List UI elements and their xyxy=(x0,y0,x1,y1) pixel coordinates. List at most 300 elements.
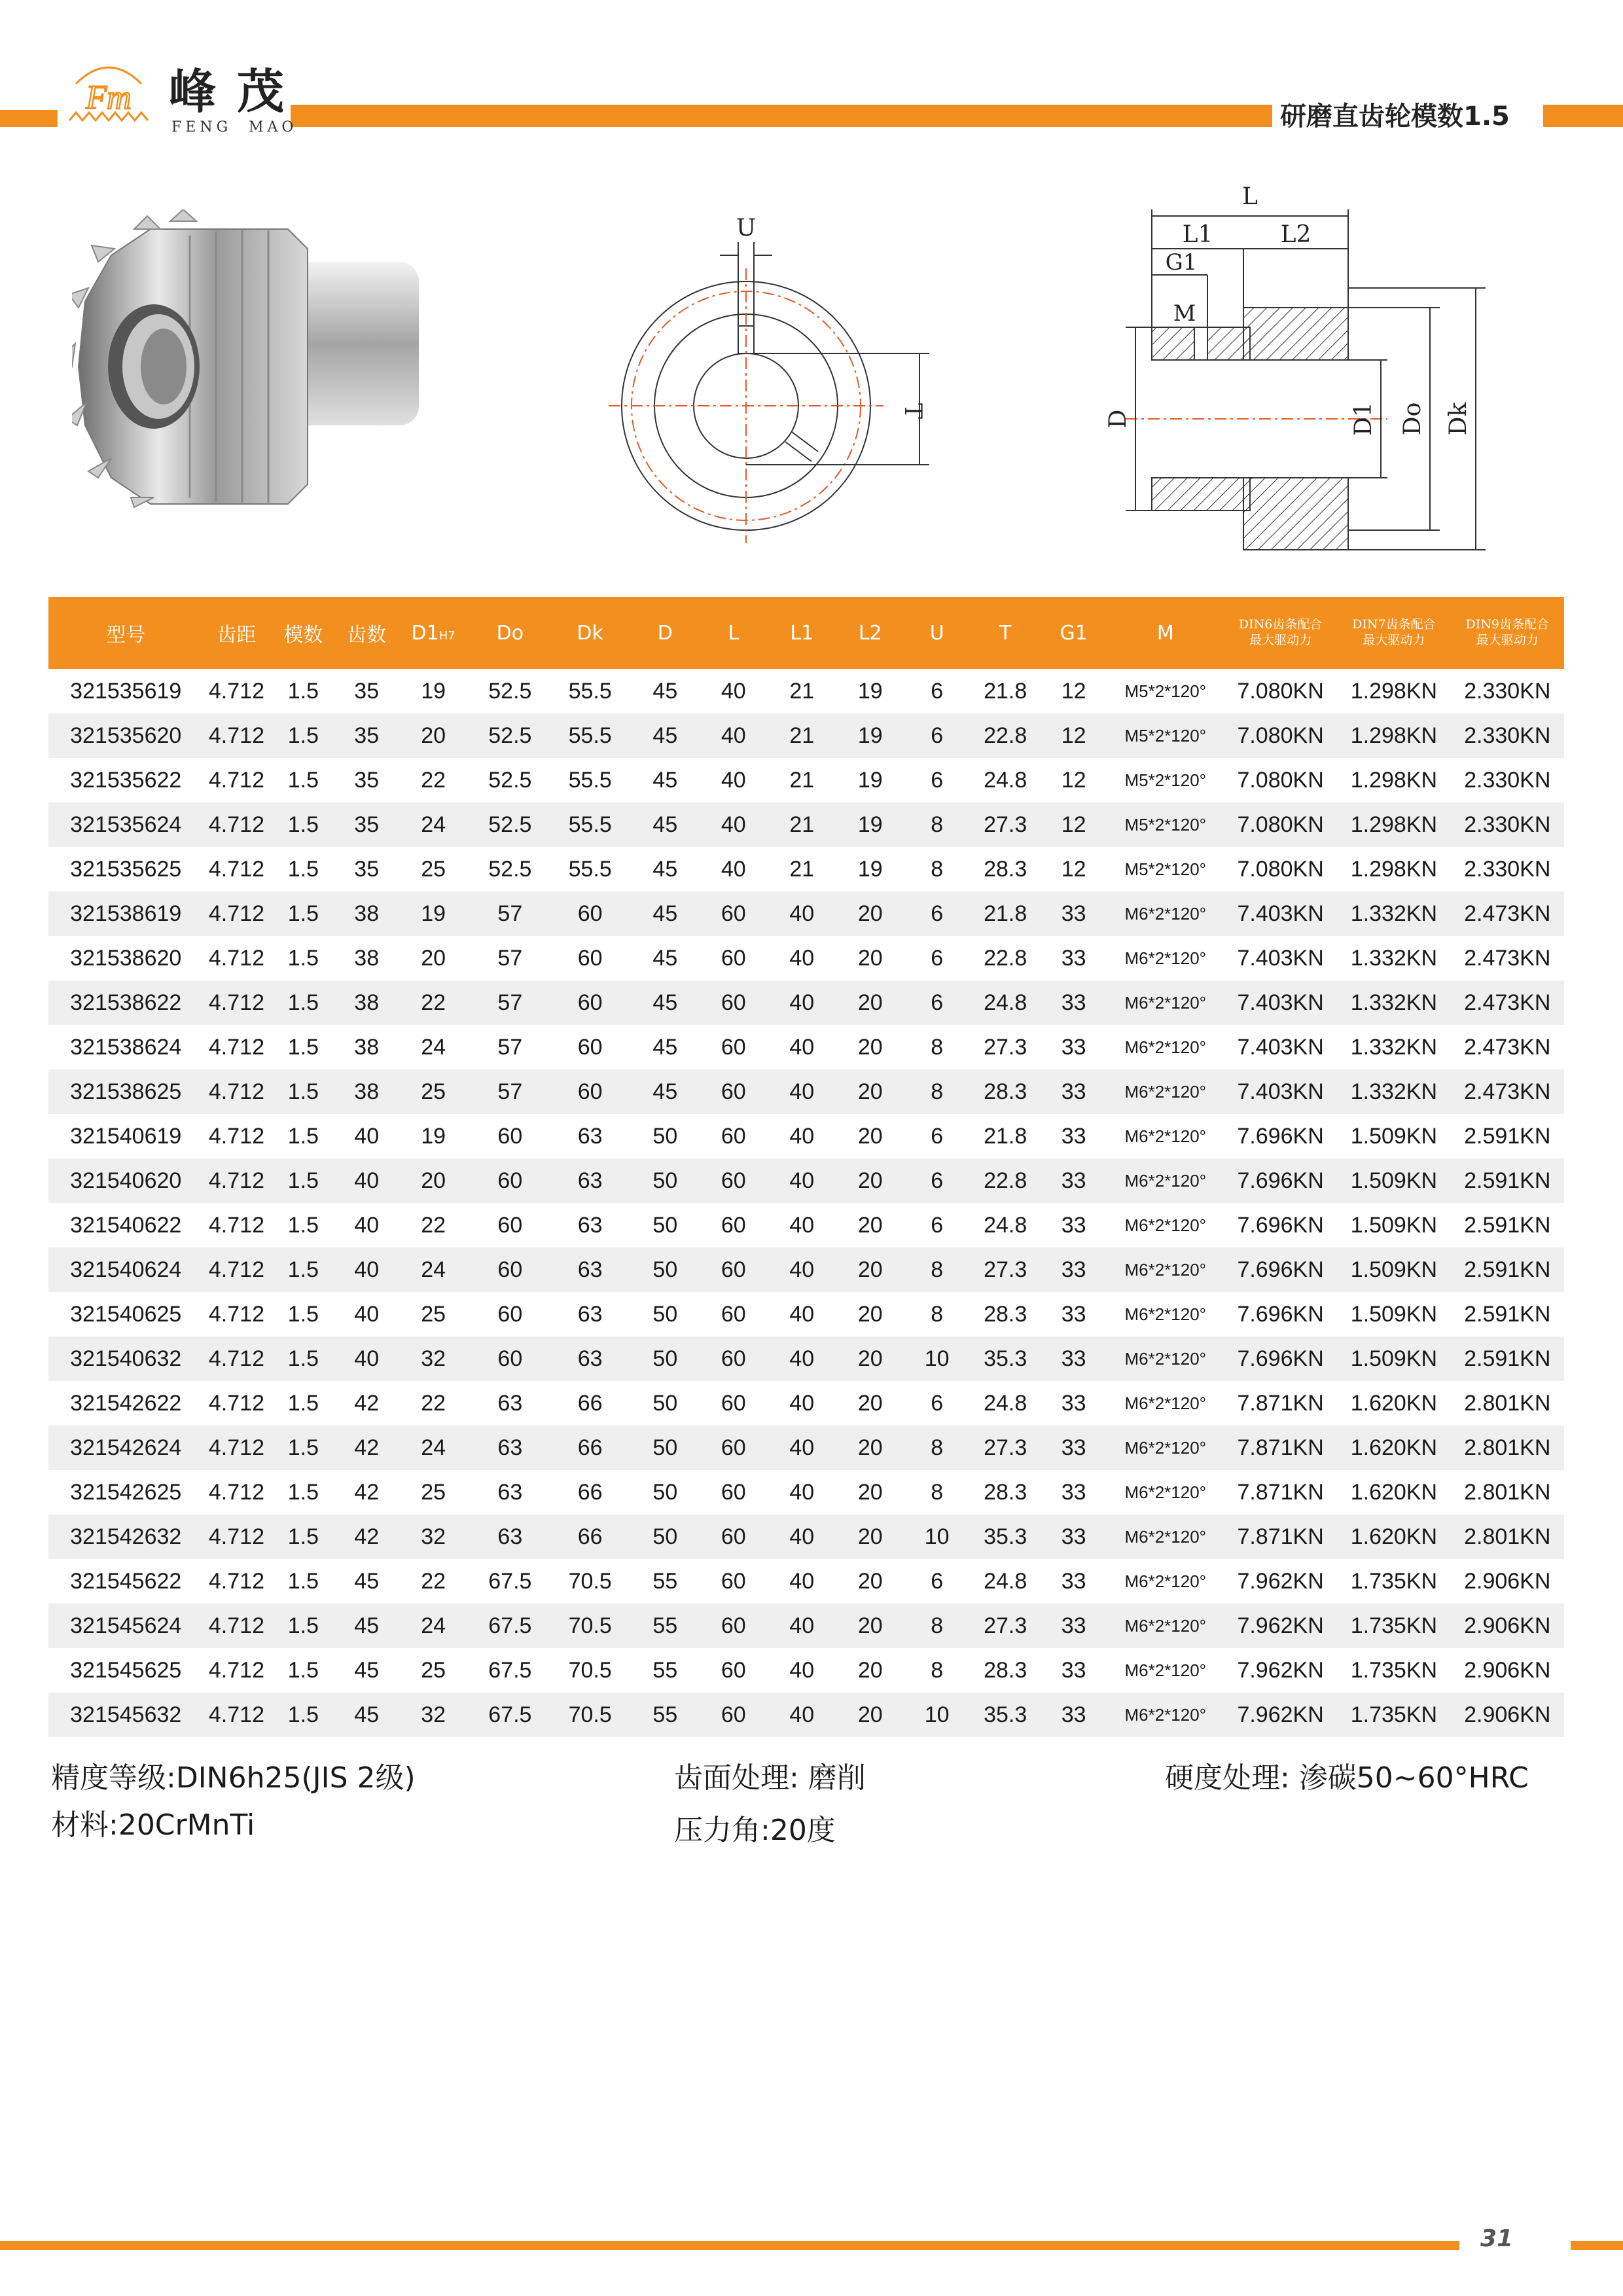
table-cell: 1.5 xyxy=(287,767,319,793)
table-cell: M5*2*120° xyxy=(1124,859,1207,879)
table-cell: 7.080KN xyxy=(1224,802,1337,847)
table-cell: 60 xyxy=(497,1212,523,1238)
col-header-model: 型号 xyxy=(48,597,203,669)
table-cell: 4.712 xyxy=(208,856,264,882)
table-cell: 19 xyxy=(397,891,470,936)
table-cell: 66 xyxy=(577,1390,603,1416)
table-cell: 50 xyxy=(652,1212,678,1238)
col-header-din9 xyxy=(1451,597,1564,669)
col-header-d1-sub: H7 xyxy=(438,628,455,643)
table-cell: 6 xyxy=(931,678,944,704)
table-cell: M6*2*120° xyxy=(1107,1515,1224,1559)
table-cell: 50 xyxy=(630,1158,700,1203)
table-cell: 40 xyxy=(336,1336,397,1381)
table-cell: 1.735KN xyxy=(1337,1604,1450,1648)
table-cell: 2.591KN xyxy=(1464,1123,1551,1149)
table-cell: 28.3 xyxy=(984,1301,1027,1327)
table-cell: 4.712 xyxy=(208,1123,264,1149)
table-cell: 1.5 xyxy=(287,1479,319,1505)
col-header-din6-line1: DIN6齿条配合 xyxy=(1238,617,1323,632)
col-header-u: U xyxy=(904,597,971,669)
table-cell: 1.5 xyxy=(270,1158,336,1203)
table-cell: 19 xyxy=(857,767,883,793)
table-cell: 2.330KN xyxy=(1451,713,1564,758)
table-cell: 24.8 xyxy=(984,767,1027,793)
table-cell: 22.8 xyxy=(984,945,1027,971)
table-cell: 40 xyxy=(767,1604,837,1648)
table-cell: 60 xyxy=(700,1158,767,1203)
table-cell: 67.5 xyxy=(470,1693,550,1737)
dimension-label-dk: Dk xyxy=(1445,402,1472,436)
table-cell: 40 xyxy=(789,1123,815,1149)
table-cell: 20 xyxy=(857,1301,883,1327)
table-cell: M5*2*120° xyxy=(1124,770,1207,790)
table-cell: M6*2*120° xyxy=(1107,1247,1224,1292)
table-cell: 1.5 xyxy=(287,1034,319,1060)
table-cell: 22.8 xyxy=(971,1158,1041,1203)
table-row xyxy=(48,1604,1564,1648)
table-cell: M6*2*120° xyxy=(1107,980,1224,1025)
table-cell: 321535619 xyxy=(70,678,182,704)
col-header-din6 xyxy=(1224,597,1337,669)
table-cell: 1.5 xyxy=(287,1568,319,1594)
table-cell: M6*2*120° xyxy=(1124,1660,1207,1680)
table-row xyxy=(48,1292,1564,1336)
table-cell: 1.5 xyxy=(270,713,336,758)
col-header-t: T xyxy=(971,597,1041,669)
table-cell: 70.5 xyxy=(550,1693,630,1737)
table-cell: 321538619 xyxy=(48,891,203,936)
table-cell: 321540620 xyxy=(48,1158,203,1203)
table-cell: 8 xyxy=(931,1301,944,1327)
table-cell: 4.712 xyxy=(203,802,270,847)
table-cell: 6 xyxy=(931,1123,944,1149)
table-cell: 40 xyxy=(767,1247,837,1292)
table-cell: 60 xyxy=(700,1426,767,1470)
table-cell: 45 xyxy=(336,1604,397,1648)
table-cell: 21 xyxy=(789,767,815,793)
dimension-label-l1: L1 xyxy=(1182,221,1213,248)
table-cell: 40 xyxy=(700,802,767,847)
table-cell: 60 xyxy=(470,1247,550,1292)
col-header-din7 xyxy=(1337,597,1450,669)
table-cell: 8 xyxy=(904,802,971,847)
table-cell: 2.473KN xyxy=(1464,945,1551,971)
table-cell: 40 xyxy=(721,678,746,704)
table-cell: 22 xyxy=(421,767,446,793)
table-row xyxy=(48,1515,1564,1559)
table-cell: 4.712 xyxy=(208,945,264,971)
table-cell: 21.8 xyxy=(971,891,1041,936)
table-cell: 25 xyxy=(421,1479,446,1505)
dimension-label-g1: G1 xyxy=(1165,249,1198,276)
table-row xyxy=(48,936,1564,980)
table-cell: 40 xyxy=(767,891,837,936)
table-cell: 10 xyxy=(904,1693,971,1737)
table-cell: 1.509KN xyxy=(1337,1336,1450,1381)
table-cell: 45 xyxy=(354,1657,380,1683)
table-cell: M5*2*120° xyxy=(1124,681,1207,701)
table-cell: 42 xyxy=(354,1479,380,1505)
table-row xyxy=(48,1069,1564,1114)
table-cell: 4.712 xyxy=(203,1336,270,1381)
table-cell: 1.332KN xyxy=(1337,1069,1450,1114)
table-cell: 4.712 xyxy=(208,1390,264,1416)
table-cell: 55.5 xyxy=(550,802,630,847)
table-cell: 1.332KN xyxy=(1350,945,1438,971)
table-cell: 45 xyxy=(630,802,700,847)
table-cell: 35.3 xyxy=(971,1693,1041,1737)
table-cell: 38 xyxy=(336,1069,397,1114)
table-cell: 52.5 xyxy=(470,713,550,758)
table-cell: 40 xyxy=(789,1212,815,1238)
table-cell: 10 xyxy=(904,1515,971,1559)
col-header-m: M xyxy=(1107,597,1224,669)
table-cell: 35 xyxy=(336,802,397,847)
table-cell: 4.712 xyxy=(203,980,270,1025)
table-cell: 4.712 xyxy=(208,1479,264,1505)
table-cell: 40 xyxy=(767,1158,837,1203)
table-cell: 33 xyxy=(1041,1693,1107,1737)
table-cell: 6 xyxy=(904,713,971,758)
brand-name-cn: 峰茂 xyxy=(169,63,306,119)
note-hardness: 硬度处理: 渗碳50~60°HRC xyxy=(1165,1761,1529,1795)
table-cell: 24 xyxy=(397,1247,470,1292)
table-cell: 2.906KN xyxy=(1451,1604,1564,1648)
table-cell: 1.509KN xyxy=(1350,1212,1438,1238)
table-cell: 321542622 xyxy=(70,1390,182,1416)
table-row xyxy=(48,1693,1564,1737)
table-cell: 4.712 xyxy=(203,1069,270,1114)
col-header-din9-line2: 最大驱动力 xyxy=(1476,633,1539,647)
table-cell: 60 xyxy=(700,1515,767,1559)
table-cell: 35 xyxy=(354,678,380,704)
table-cell: 42 xyxy=(336,1515,397,1559)
table-cell: 20 xyxy=(837,1247,904,1292)
table-cell: 1.5 xyxy=(287,1212,319,1238)
table-cell: 28.3 xyxy=(984,856,1027,882)
table-cell: 40 xyxy=(767,1336,837,1381)
table-cell: 1.332KN xyxy=(1337,891,1450,936)
table-cell: 10 xyxy=(904,1336,971,1381)
table-row xyxy=(48,1648,1564,1693)
table-cell: 40 xyxy=(789,1657,815,1683)
table-cell: 27.3 xyxy=(971,1247,1041,1292)
table-cell: 32 xyxy=(397,1693,470,1737)
table-cell: 7.080KN xyxy=(1237,678,1324,704)
table-cell: 57 xyxy=(497,1034,523,1060)
table-cell: 38 xyxy=(354,945,380,971)
table-cell: 19 xyxy=(421,1123,446,1149)
table-cell: 45 xyxy=(630,1069,700,1114)
table-cell: 4.712 xyxy=(203,1158,270,1203)
table-cell: 45 xyxy=(652,767,678,793)
table-cell: 40 xyxy=(789,945,815,971)
table-cell: 21 xyxy=(789,678,815,704)
table-cell: 1.298KN xyxy=(1337,713,1450,758)
table-cell: 20 xyxy=(857,1123,883,1149)
table-cell: 60 xyxy=(700,891,767,936)
table-cell: 321535622 xyxy=(70,767,182,793)
table-cell: 19 xyxy=(857,678,883,704)
table-cell: 321540622 xyxy=(70,1212,182,1238)
table-cell: 33 xyxy=(1041,1247,1107,1292)
table-cell: 21 xyxy=(789,856,815,882)
table-cell: 63 xyxy=(470,1515,550,1559)
table-cell: 40 xyxy=(789,1301,815,1327)
table-cell: 52.5 xyxy=(488,856,532,882)
col-header-din9-line1: DIN9齿条配合 xyxy=(1465,617,1549,632)
table-cell: 33 xyxy=(1041,1426,1107,1470)
table-cell: 38 xyxy=(336,980,397,1025)
table-cell: 22 xyxy=(397,980,470,1025)
table-cell: M6*2*120° xyxy=(1107,891,1224,936)
table-cell: 66 xyxy=(577,1479,603,1505)
table-cell: 57 xyxy=(470,980,550,1025)
table-cell: 60 xyxy=(721,1390,746,1416)
table-cell: 50 xyxy=(652,1301,678,1327)
table-cell: 321540619 xyxy=(70,1123,182,1149)
table-cell: 20 xyxy=(837,980,904,1025)
table-cell: 1.5 xyxy=(287,1301,319,1327)
table-cell: 321540632 xyxy=(48,1336,203,1381)
table-cell: 20 xyxy=(397,713,470,758)
table-row xyxy=(48,1114,1564,1158)
table-cell: 4.712 xyxy=(203,1426,270,1470)
table-cell: 6 xyxy=(931,767,944,793)
col-header-module: 模数 xyxy=(270,597,336,669)
table-cell: 2.591KN xyxy=(1464,1301,1551,1327)
table-cell: 7.403KN xyxy=(1224,891,1337,936)
table-cell: 28.3 xyxy=(984,1657,1027,1683)
table-cell: 50 xyxy=(630,1247,700,1292)
col-header-din7-line1: DIN7齿条配合 xyxy=(1352,617,1436,632)
table-header-row xyxy=(48,597,1564,669)
table-cell: 1.5 xyxy=(287,1657,319,1683)
table-cell: 2.801KN xyxy=(1451,1426,1564,1470)
table-cell: 20 xyxy=(837,891,904,936)
table-cell: 1.509KN xyxy=(1350,1123,1438,1149)
table-row xyxy=(48,1203,1564,1247)
table-cell: 2.591KN xyxy=(1464,1212,1551,1238)
table-cell: 40 xyxy=(789,1479,815,1505)
table-cell: 4.712 xyxy=(208,1034,264,1060)
table-cell: 4.712 xyxy=(203,1693,270,1737)
table-cell: 60 xyxy=(550,891,630,936)
table-cell: 33 xyxy=(1041,1336,1107,1381)
table-cell: 60 xyxy=(700,1693,767,1737)
table-cell: 25 xyxy=(421,856,446,882)
table-cell: 40 xyxy=(789,1568,815,1594)
dimension-label-t: T xyxy=(899,403,926,420)
table-cell: 57 xyxy=(470,1069,550,1114)
table-cell: 33 xyxy=(1041,1069,1107,1114)
table-cell: 4.712 xyxy=(208,1657,264,1683)
table-cell: 2.330KN xyxy=(1464,767,1551,793)
table-cell: 321538622 xyxy=(48,980,203,1025)
table-cell: M6*2*120° xyxy=(1124,948,1207,968)
table-row xyxy=(48,1158,1564,1203)
table-cell: 45 xyxy=(630,713,700,758)
table-cell: 45 xyxy=(336,1693,397,1737)
brand-logo-text: Fm xyxy=(86,79,132,117)
table-cell: M6*2*120° xyxy=(1107,1604,1224,1648)
table-cell: 8 xyxy=(931,856,944,882)
table-cell: 20 xyxy=(837,1426,904,1470)
table-cell: 6 xyxy=(931,945,944,971)
table-cell: 321535624 xyxy=(48,802,203,847)
table-cell: 19 xyxy=(421,678,446,704)
header-accent-bar xyxy=(291,105,1272,127)
table-cell: 45 xyxy=(630,891,700,936)
table-cell: 2.801KN xyxy=(1464,1390,1551,1416)
table-cell: 1.5 xyxy=(270,980,336,1025)
table-cell: 63 xyxy=(550,1158,630,1203)
brand-logo xyxy=(63,58,154,131)
table-cell: 33 xyxy=(1061,1479,1086,1505)
table-cell: 25 xyxy=(397,1069,470,1114)
table-cell: M6*2*120° xyxy=(1107,1158,1224,1203)
table-cell: 60 xyxy=(700,1336,767,1381)
table-cell: 52.5 xyxy=(488,767,532,793)
table-cell: 33 xyxy=(1041,1515,1107,1559)
table-cell: M5*2*120° xyxy=(1107,713,1224,758)
table-cell: 60 xyxy=(700,980,767,1025)
table-cell: 60 xyxy=(700,1247,767,1292)
table-cell: M6*2*120° xyxy=(1107,1693,1224,1737)
table-cell: 21 xyxy=(767,802,837,847)
table-row xyxy=(48,1470,1564,1515)
table-cell: 6 xyxy=(931,1568,944,1594)
col-header-dk: Dk xyxy=(550,597,630,669)
col-header-teeth: 齿数 xyxy=(336,597,397,669)
table-cell: 27.3 xyxy=(984,1034,1027,1060)
table-cell: 7.696KN xyxy=(1224,1158,1337,1203)
table-cell: 40 xyxy=(767,1426,837,1470)
table-cell: 63 xyxy=(550,1336,630,1381)
table-cell: 7.403KN xyxy=(1237,1034,1324,1060)
table-row xyxy=(48,847,1564,891)
table-cell: 24.8 xyxy=(984,1212,1027,1238)
table-cell: 50 xyxy=(652,1390,678,1416)
table-cell: 63 xyxy=(577,1123,603,1149)
table-cell: 28.3 xyxy=(971,1069,1041,1114)
table-cell: 1.735KN xyxy=(1337,1693,1450,1737)
table-cell: 40 xyxy=(789,1390,815,1416)
table-cell: 67.5 xyxy=(488,1568,532,1594)
table-cell: 40 xyxy=(336,1247,397,1292)
table-cell: 20 xyxy=(857,1034,883,1060)
table-cell: 20 xyxy=(857,1479,883,1505)
table-cell: 27.3 xyxy=(971,1426,1041,1470)
col-header-d1-main: D1 xyxy=(411,621,439,645)
table-cell: 2.473KN xyxy=(1451,980,1564,1025)
table-cell: 33 xyxy=(1061,945,1086,971)
table-cell: 35.3 xyxy=(971,1336,1041,1381)
table-cell: 2.330KN xyxy=(1464,856,1551,882)
table-cell: 8 xyxy=(904,1247,971,1292)
table-cell: 1.298KN xyxy=(1350,678,1438,704)
table-cell: 1.5 xyxy=(270,1604,336,1648)
table-cell: 7.080KN xyxy=(1237,856,1324,882)
table-cell: 4.712 xyxy=(208,1212,264,1238)
dimension-label-m: M xyxy=(1173,300,1196,327)
table-cell: 2.591KN xyxy=(1451,1336,1564,1381)
table-cell: 63 xyxy=(577,1212,603,1238)
table-cell: 21.8 xyxy=(984,678,1027,704)
table-cell: 33 xyxy=(1041,891,1107,936)
table-cell: 1.298KN xyxy=(1337,802,1450,847)
table-cell: 67.5 xyxy=(488,1657,532,1683)
table-cell: 57 xyxy=(470,891,550,936)
table-cell: 32 xyxy=(397,1515,470,1559)
table-cell: 60 xyxy=(577,945,603,971)
table-cell: 60 xyxy=(470,1158,550,1203)
table-cell: 60 xyxy=(497,1301,523,1327)
table-cell: 2.906KN xyxy=(1451,1693,1564,1737)
table-cell: 2.801KN xyxy=(1464,1479,1551,1505)
footer-accent-bar xyxy=(0,2241,1459,2250)
header-accent-bar-left xyxy=(0,110,58,127)
table-cell: 1.620KN xyxy=(1337,1515,1450,1559)
table-cell: M6*2*120° xyxy=(1124,1037,1207,1057)
table-cell: 1.5 xyxy=(287,1390,319,1416)
table-cell: 28.3 xyxy=(984,1479,1027,1505)
table-cell: 45 xyxy=(652,856,678,882)
table-cell: 6 xyxy=(904,980,971,1025)
table-cell: 1.298KN xyxy=(1350,767,1438,793)
table-cell: 7.962KN xyxy=(1237,1657,1324,1683)
table-cell: 24 xyxy=(397,1426,470,1470)
table-cell: 2.801KN xyxy=(1451,1515,1564,1559)
note-pressure-angle: 压力角:20度 xyxy=(674,1814,836,1847)
brand-name-en-2: MAO xyxy=(249,119,298,135)
table-cell: 20 xyxy=(857,1657,883,1683)
table-cell: 70.5 xyxy=(568,1568,612,1594)
col-header-pitch: 齿距 xyxy=(203,597,270,669)
table-cell: 1.5 xyxy=(270,1336,336,1381)
table-cell: M6*2*120° xyxy=(1107,1069,1224,1114)
table-cell: 32 xyxy=(397,1336,470,1381)
table-cell: 20 xyxy=(837,1336,904,1381)
table-cell: 1.298KN xyxy=(1350,856,1438,882)
table-cell: 321545632 xyxy=(48,1693,203,1737)
table-cell: 33 xyxy=(1061,1568,1086,1594)
table-cell: 20 xyxy=(837,1515,904,1559)
table-cell: 52.5 xyxy=(470,802,550,847)
col-header-l1: L1 xyxy=(767,597,837,669)
table-cell: 12 xyxy=(1041,713,1107,758)
col-header-d1 xyxy=(397,597,470,669)
gear-spec-table xyxy=(48,597,1564,1737)
table-cell: 35.3 xyxy=(971,1515,1041,1559)
table-cell: 20 xyxy=(837,1158,904,1203)
table-cell: 20 xyxy=(837,1693,904,1737)
table-cell: 2.473KN xyxy=(1451,891,1564,936)
page-number: 31 xyxy=(1480,2225,1514,2252)
table-cell: 7.962KN xyxy=(1237,1568,1324,1594)
table-cell: 4.712 xyxy=(203,891,270,936)
table-cell: 12 xyxy=(1061,678,1086,704)
table-cell: 2.906KN xyxy=(1464,1657,1551,1683)
table-cell: 27.3 xyxy=(971,802,1041,847)
table-cell: 321542624 xyxy=(48,1426,203,1470)
table-cell: 21.8 xyxy=(984,1123,1027,1149)
table-cell: 40 xyxy=(767,1515,837,1559)
table-cell: 40 xyxy=(354,1212,380,1238)
table-cell: M6*2*120° xyxy=(1124,1126,1207,1146)
table-cell: 7.403KN xyxy=(1224,980,1337,1025)
